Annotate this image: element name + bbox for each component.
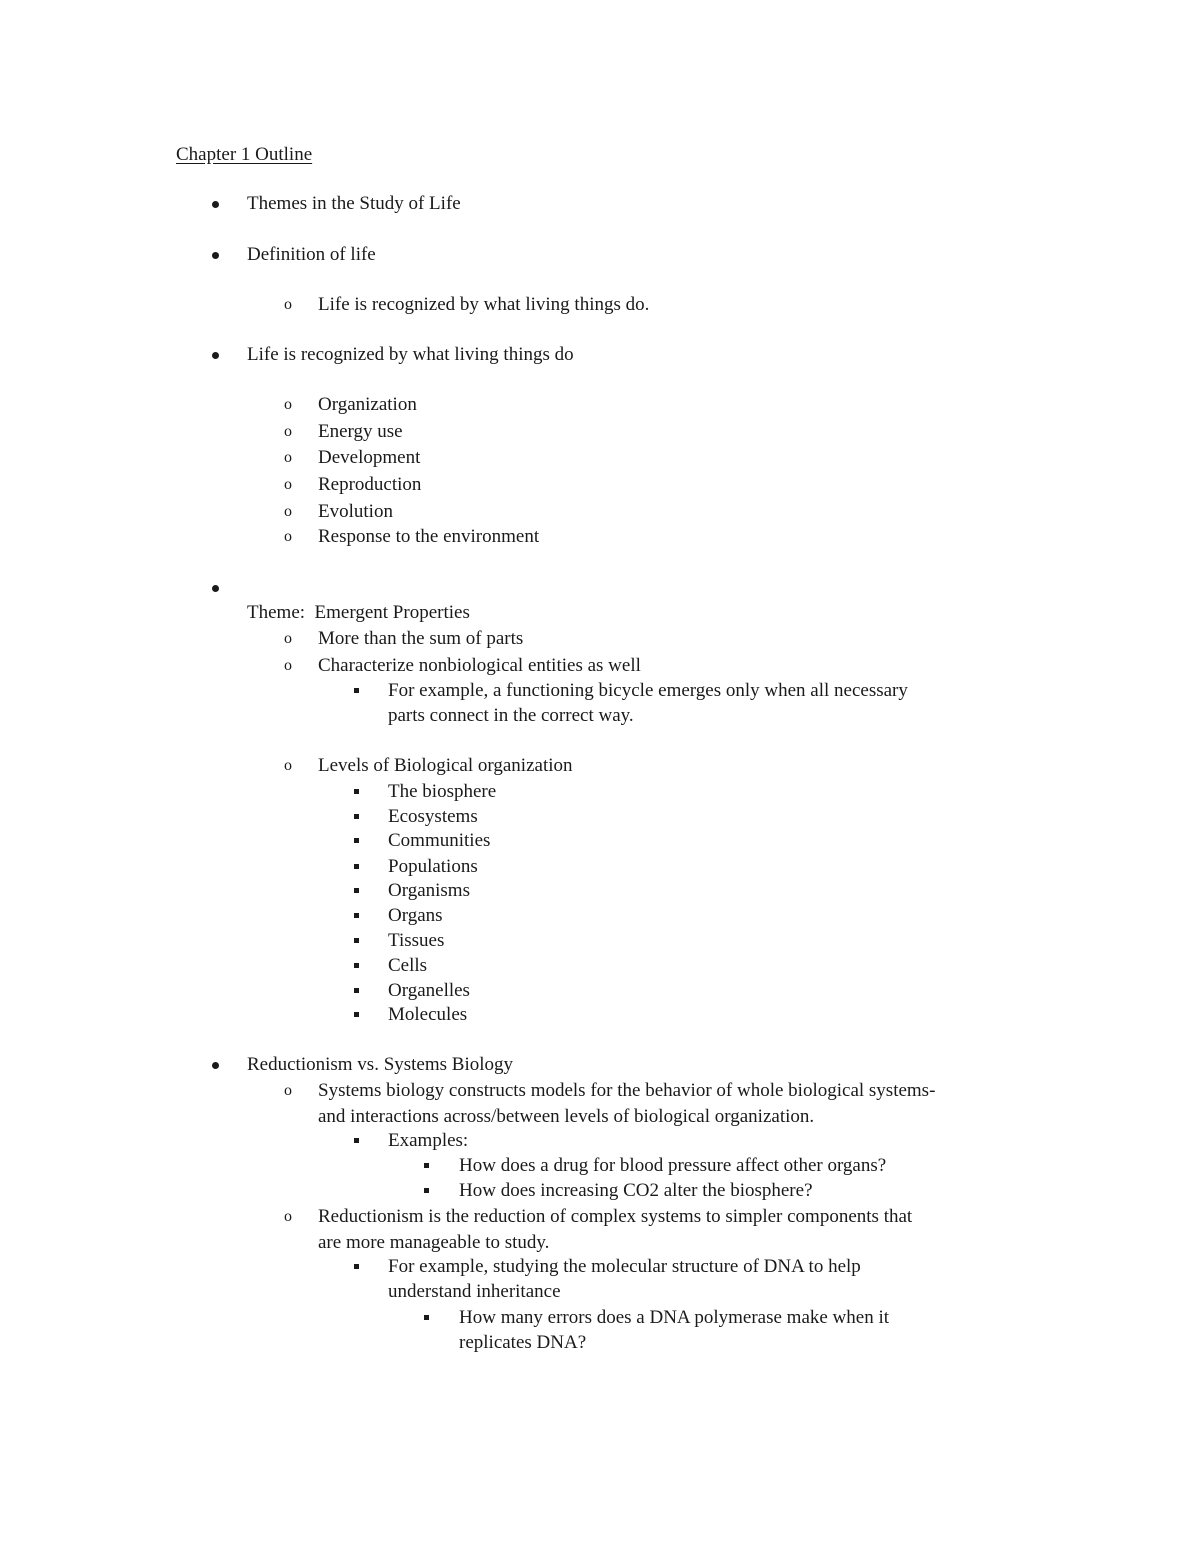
outline-item-theme-emergent: Theme: Emergent Properties <box>247 602 470 623</box>
outline-subitem-definition: Life is recognized by what living things do. <box>318 294 650 315</box>
example-co2: How does increasing CO2 alter the biosphere? <box>459 1180 813 1201</box>
bullet-square-icon <box>354 814 359 819</box>
bullet-circle-icon: o <box>284 1208 292 1225</box>
level-item-cells: Cells <box>388 955 428 976</box>
bullet-dot-icon <box>212 252 219 259</box>
systems-biology-line1: Systems biology constructs models for the behavior of whole biological systems- <box>318 1080 936 1101</box>
polymerase-question-line1: How many errors does a DNA polymerase make when it <box>459 1307 890 1328</box>
bullet-square-icon <box>354 938 359 943</box>
recognized-item-response: Response to the environment <box>318 526 540 547</box>
level-item-communities: Communities <box>388 830 491 851</box>
bullet-square-icon <box>354 1264 359 1269</box>
bullet-square-icon <box>354 864 359 869</box>
outline-item-themes: Themes in the Study of Life <box>247 193 461 214</box>
examples-label: Examples: <box>388 1130 469 1151</box>
bullet-square-icon <box>354 888 359 893</box>
bullet-square-icon <box>354 838 359 843</box>
bullet-dot-icon <box>212 352 219 359</box>
bullet-square-icon <box>354 988 359 993</box>
bullet-circle-icon: o <box>284 528 292 545</box>
bullet-square-icon <box>354 1138 359 1143</box>
level-item-molecules: Molecules <box>388 1004 468 1025</box>
bicycle-example-line1: For example, a functioning bicycle emerges only when all necessary <box>388 680 908 701</box>
emergent-item-nonbio: Characterize nonbiological entities as well <box>318 655 641 676</box>
outline-item-reductionism: Reductionism vs. Systems Biology <box>247 1054 514 1075</box>
systems-biology-line2: and interactions across/between levels of biological organization. <box>318 1106 815 1127</box>
outline-item-definition: Definition of life <box>247 244 376 265</box>
bullet-circle-icon: o <box>284 423 292 440</box>
level-item-organelles: Organelles <box>388 980 470 1001</box>
example-drug: How does a drug for blood pressure affect other organs? <box>459 1155 887 1176</box>
bullet-square-icon <box>354 1012 359 1017</box>
bullet-dot-icon <box>212 201 219 208</box>
bullet-circle-icon: o <box>284 757 292 774</box>
levels-heading: Levels of Biological organization <box>318 755 573 776</box>
recognized-item-reproduction: Reproduction <box>318 474 422 495</box>
bicycle-example-line2: parts connect in the correct way. <box>388 705 634 726</box>
level-item-biosphere: The biosphere <box>388 781 497 802</box>
emergent-item-sum: More than the sum of parts <box>318 628 524 649</box>
bullet-circle-icon: o <box>284 1082 292 1099</box>
bullet-square-icon <box>354 913 359 918</box>
reductionism-line2: are more manageable to study. <box>318 1232 550 1253</box>
bullet-circle-icon: o <box>284 396 292 413</box>
recognized-item-organization: Organization <box>318 394 417 415</box>
level-item-populations: Populations <box>388 856 478 877</box>
bullet-square-icon <box>354 963 359 968</box>
bullet-circle-icon: o <box>284 503 292 520</box>
recognized-item-evolution: Evolution <box>318 501 393 522</box>
level-item-tissues: Tissues <box>388 930 445 951</box>
bullet-square-icon <box>424 1163 429 1168</box>
bullet-square-icon <box>424 1188 429 1193</box>
bullet-square-icon <box>354 688 359 693</box>
level-item-organs: Organs <box>388 905 443 926</box>
dna-example-line1: For example, studying the molecular structure of DNA to help <box>388 1256 861 1277</box>
reductionism-line1: Reductionism is the reduction of complex systems to simpler components that <box>318 1206 913 1227</box>
bullet-dot-icon <box>212 1062 219 1069</box>
recognized-item-energy-use: Energy use <box>318 421 403 442</box>
bullet-circle-icon: o <box>284 449 292 466</box>
document-title: Chapter 1 Outline <box>176 144 313 165</box>
level-item-ecosystems: Ecosystems <box>388 806 478 827</box>
bullet-square-icon <box>354 789 359 794</box>
level-item-organisms: Organisms <box>388 880 470 901</box>
outline-item-recognized: Life is recognized by what living things do <box>247 344 574 365</box>
bullet-circle-icon: o <box>284 657 292 674</box>
bullet-dot-icon <box>212 585 219 592</box>
bullet-circle-icon: o <box>284 476 292 493</box>
dna-example-line2: understand inheritance <box>388 1281 561 1302</box>
bullet-square-icon <box>424 1315 429 1320</box>
polymerase-question-line2: replicates DNA? <box>459 1332 587 1353</box>
recognized-item-development: Development <box>318 447 421 468</box>
bullet-circle-icon: o <box>284 296 292 313</box>
bullet-circle-icon: o <box>284 630 292 647</box>
